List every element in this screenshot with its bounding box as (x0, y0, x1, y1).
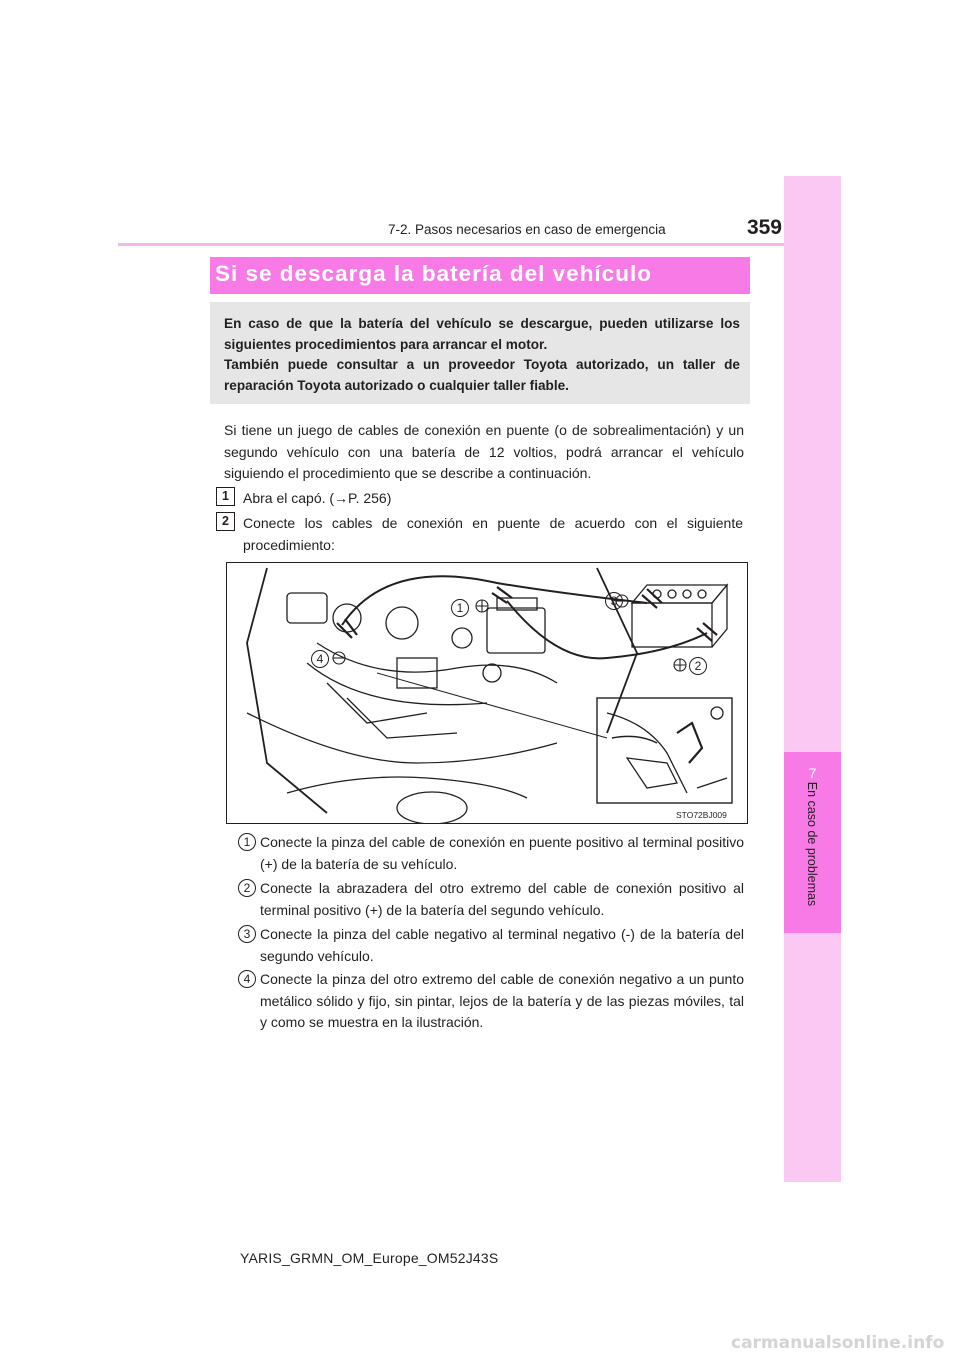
document-id: YARIS_GRMN_OM_Europe_OM52J43S (240, 1250, 499, 1266)
intro-text (224, 314, 740, 396)
step-number-box: 1 (216, 487, 235, 506)
body-paragraph: Si tiene un juego de cables de conexión en puente (o de sobrealimentación) y un segundo vehículo con una batería de 12 voltios, podrá arrancar el vehículo siguiendo el procedimiento que se describe a continuación. (224, 422, 744, 481)
sub-step-text: Conecte la abrazadera del otro extremo del cable de conexión positivo al terminal positivo (+) de la batería del segundo vehículo. (260, 880, 744, 918)
jump-start-illustration (226, 562, 748, 824)
sub-step-number: 2 (238, 879, 256, 897)
step-text: Conecte los cables de conexión en puente de acuerdo con el siguiente procedimiento: (243, 515, 743, 553)
sub-step-number: 1 (238, 833, 256, 851)
chapter-title: En caso de problemas (805, 781, 819, 907)
section-title: Si se descarga la batería del vehículo (215, 261, 652, 286)
sub-step-text: Conecte la pinza del otro extremo del cable de conexión negativo a un punto metálico sólido y fijo, sin pintar, lejos de la batería y de las piezas móviles, tal y como se muestra en la ilustración. (260, 971, 744, 1030)
step-text: Abra el capó. (→P. 256) (243, 490, 392, 506)
step-number-box: 2 (216, 512, 235, 531)
chapter-side-tab (784, 176, 841, 1182)
callout-3: 3 (605, 592, 623, 610)
watermark: carmanualsonline.info (731, 1333, 945, 1353)
sub-step-text: Conecte la pinza del cable negativo al terminal negativo (-) de la batería del segundo vehículo. (260, 926, 744, 964)
callout-4: 4 (311, 650, 329, 668)
sub-step-number: 3 (238, 925, 256, 943)
intro-paragraph: En caso de que la batería del vehículo se descargue, pueden utilizarse los siguientes procedimientos para arrancar el motor. (224, 316, 740, 352)
header-rule (118, 243, 784, 246)
sub-step-text: Conecte la pinza del cable de conexión en puente positivo al terminal positivo (+) de la batería de su vehículo. (260, 834, 744, 872)
intro-paragraph: También puede consultar a un proveedor Toyota autorizado, un taller de reparación Toyota autorizado o cualquier taller fiable. (224, 357, 740, 393)
figure-code: STO72BJ009 (676, 810, 727, 820)
page-number: 359 (746, 216, 782, 239)
callout-2: 2 (689, 657, 707, 675)
chapter-number: 7 (808, 765, 817, 781)
callout-1: 1 (451, 599, 469, 617)
engine-bay-drawing (227, 563, 747, 823)
section-reference: 7-2. Pasos necesarios en caso de emergencia (388, 222, 666, 237)
sub-step-number: 4 (238, 970, 256, 988)
